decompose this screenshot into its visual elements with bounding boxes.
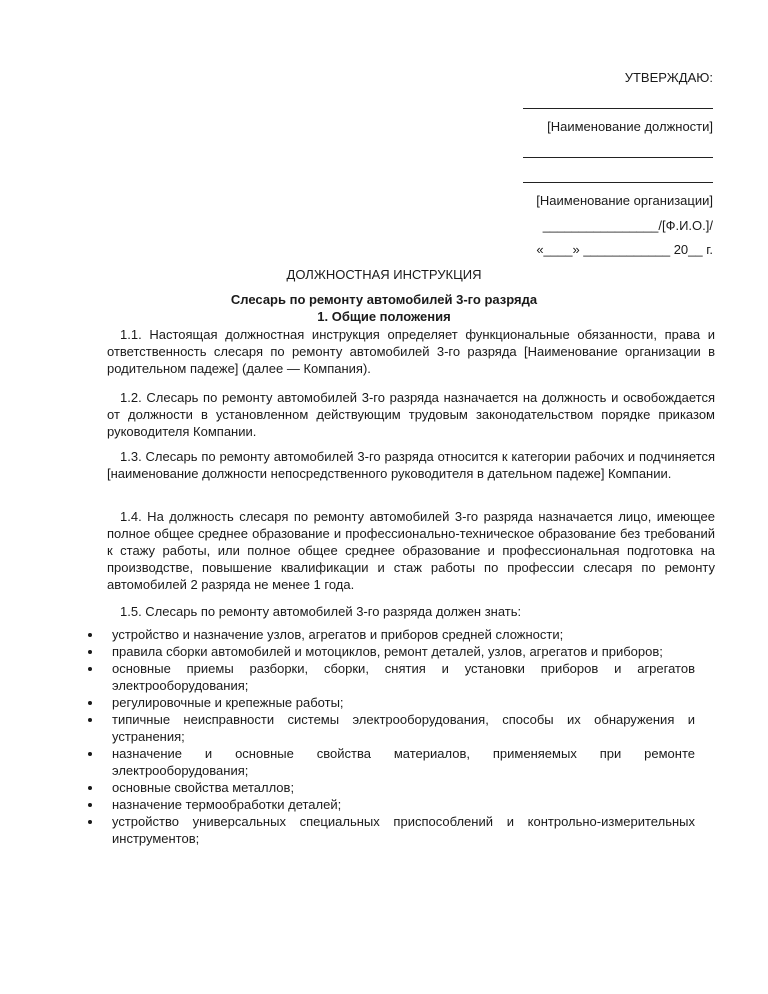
bullet-icon [88, 786, 92, 790]
list-item-text: типичные неисправности системы электрооборудования, способы их обнаружения и устранения; [112, 712, 695, 744]
paragraph-1-3: 1.3. Слесарь по ремонту автомобилей 3-го разряда относится к категории рабочих и подчиняется [наименование должности непосредственного руководителя в дательном падеже] Компании. [107, 449, 715, 481]
list-item-text: правила сборки автомобилей и мотоциклов, ремонт деталей, узлов, агрегатов и приборов; [112, 644, 663, 659]
approval-signature-rule [523, 108, 713, 109]
list-item [112, 813, 695, 847]
paragraph-1-4: 1.4. На должность слесаря по ремонту автомобилей 3-го разряда назначается лицо, имеющее полное общее среднее образование и профессионально-техническое образование без требований к стажу работы, или полное общее среднее образование и профессиональная подготовка на производстве, повышение квалификации и стаж работы по профессии слесаря по ремонту автомобилей 2 разряда не менее 1 года. [107, 509, 715, 592]
list-item-text: регулировочные и крепежные работы; [112, 695, 344, 710]
list-item-text: основные приемы разборки, сборки, снятия и установки приборов и агрегатов электрооборудования; [112, 661, 695, 693]
position-name-rule [523, 157, 713, 158]
bullet-icon [88, 803, 92, 807]
list-item-text: устройство универсальных специальных приспособлений и контрольно-измерительных инструментов; [112, 814, 695, 846]
approval-label: УТВЕРЖДАЮ: [624, 70, 713, 85]
bullet-icon [88, 718, 92, 722]
paragraph-1-2: 1.2. Слесарь по ремонту автомобилей 3-го разряда назначается на должность и освобождается от должности в установленном действующим трудовым законодательством порядке приказом руководителя Компании. [107, 390, 715, 439]
list-item [112, 626, 695, 643]
organization-name-rule [523, 182, 713, 183]
bullet-icon [88, 633, 92, 637]
bullet-icon [88, 701, 92, 705]
position-placeholder: [Наименование должности] [547, 119, 713, 134]
section-title: 1. Общие положения [317, 309, 451, 324]
bullet-icon [88, 650, 92, 654]
list-item [112, 660, 695, 694]
document-subtitle: Слесарь по ремонту автомобилей 3-го разряда [230, 292, 538, 307]
list-item-text: устройство и назначение узлов, агрегатов и приборов средней сложности; [112, 627, 564, 642]
list-item-text: основные свойства металлов; [112, 780, 295, 795]
list-item [112, 796, 695, 813]
document-title: ДОЛЖНОСТНАЯ ИНСТРУКЦИЯ [286, 267, 482, 282]
bullet-icon [88, 820, 92, 824]
date-line: «____» ____________ 20__ г. [536, 242, 713, 257]
bullet-icon [88, 752, 92, 756]
list-item [112, 779, 695, 796]
list-item-text: назначение и основные свойства материалов, применяемых при ремонте электрооборудования; [112, 746, 695, 778]
list-item [112, 745, 695, 779]
list-item [112, 711, 695, 745]
paragraph-1-1: 1.1. Настоящая должностная инструкция определяет функциональные обязанности, права и ответственность слесаря по ремонту автомобилей 3-го разряда [Наименование организации в родительном падеже] (далее — Компания). [107, 327, 715, 376]
organization-placeholder: [Наименование организации] [536, 193, 713, 208]
knowledge-list [0, 626, 768, 847]
list-item [112, 643, 695, 660]
list-item-text: назначение термообработки деталей; [112, 797, 342, 812]
paragraph-1-5: 1.5. Слесарь по ремонту автомобилей 3-го разряда должен знать: [120, 604, 522, 619]
bullet-icon [88, 667, 92, 671]
signature-line: ________________/[Ф.И.О.]/ [542, 218, 713, 233]
list-item [112, 694, 695, 711]
